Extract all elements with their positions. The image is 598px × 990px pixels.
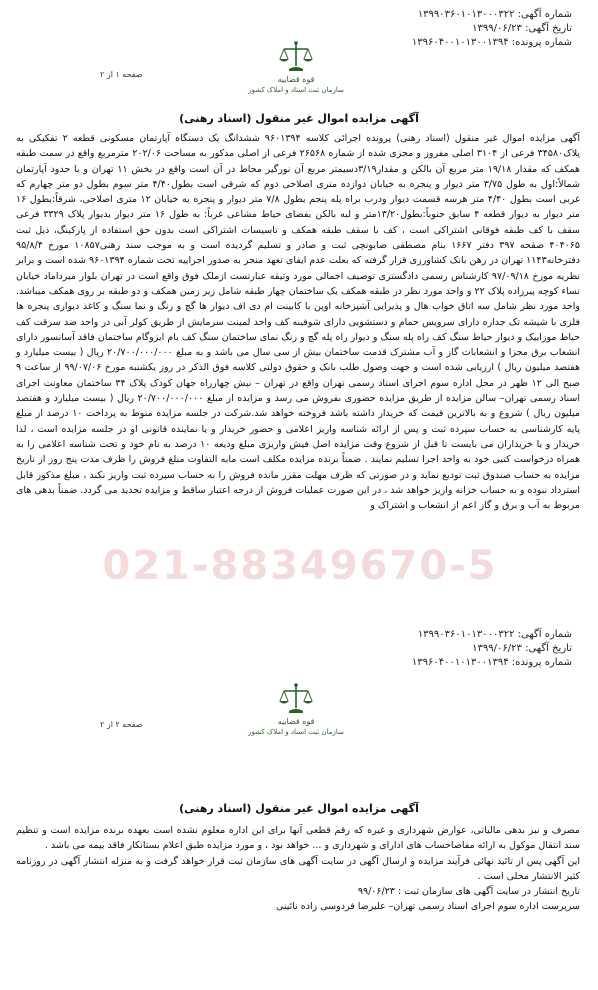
page-label: صفحه ۱ از ۲ xyxy=(100,70,143,79)
registry-org-name: سازمان ثبت اسناد و املاک کشور xyxy=(248,728,344,736)
judiciary-emblem xyxy=(248,682,344,738)
notice-number: شماره آگهی: ۱۳۹۹۰۳۶۰۱۰۱۳۰۰۰۳۲۲ xyxy=(417,9,572,20)
notice-title: آگهی مزایده اموال غیر منقول (اسناد رهنی) xyxy=(179,802,419,815)
notice-paragraph: آگهی مزایده اموال غیر منقول (اسناد رهنی) پرونده اجرائی کلاسه ۹۶۰۱۳۹۴ ششدانگ یک دستگاه آپارتمان مسکونی قطعه ۲ تفکیکی به پلاک۳۴۵۸۰ فرعی از ۳۱۰۴ اصلی مفروز و مجزی شده از شماره ۲۶۵۶۸ فرعی از اصلی مذکور به مساحت ۲۰۲/۰۶ مترمربع واقع در سمت طبقه همکف که مقدار ۱۹/۱۸ متر مربع آن بالکن و مقدار۳/۱۹دسیمتر مربع آن نورگیر محاط در آن است واقع در بخش ۱۱ تهران و با حدود آپارتمان شمالاً:اول به طول ۳/۷۵ متر دیوار و پنجره به خیابان دوازده متری اصلاحی دوم که شرقی است بطول۴/۴۰ متر سوم بطول دو متر چهارم که غربی است بطول ۴/۴۰ متر هرسه قسمت دیوار ودرب براه پله پنجم بطول ۷/۸ متر دیوار و پنجره به خیابان ۱۲ متری اصلاحی، شرقاً:بطول ۱۶ متر دیوار به دیوار قطعه ۴ سابق جنوباً:بطول۱۳/۲۰متر و لبه بالکن بفضای حیاط مشاعی غرباً: به طول ۱۶ متر دیوار بدیوار پلاک ۳۳۲۹ فرعی سقف با کف طبقه فوقانی اشتراکی است ، کف با سقف طبقه همکف و تاسیسات اشتراکی است بدون حق استفاده از پارکینگ، ذیل ثبت ۴۰۴۰۶۵ صفحه ۳۹۷ دفتر ۱۶۶۷ بنام مصطفی صابونچی ثبت و صادر و تسلیم گردیده است و به موجب سند رهنی۱۰۸۵۷ مورخ ۹۵/۸/۴ دفترخانه۱۱۴۳ تهران در رهن بانک کشاورزی قرار گرفته که بعلت عدم ایفای تعهد منجر به صدور اجراییه تحت شماره ۹۶۰۱۳۹۴ شده است و برابر نظریه مورخ ۹۷/۰۹/۱۸ کارشناس رسمی دادگستری توصیف اجمالی مورد وثیقه عبارتست ازملک فوق واقع است در تهران بلوار میرداماد خیابان نساء کوچه پیرزاده پلاک ۲۲ و واحد مورد نظر در طبقه همکف یک ساختمان چهار طبقه شامل زیر زمین همکف و دو طبقه بر روی همکف میباشد. واحد مورد نظر شامل سه اتاق خواب هال و پذیرایی آشپزخانه اوپن با کابینت ام دی اف دیوار ها گچ و رنگ و نما سنگ و کاغذ دیواری پنجره ها فلزی با شیشه تک جداره دارای سرویس حمام و دستشویی دارای شوفینه کف واحد لمینت سرمایش از طریق کولر آبی در واحد ضد سرقت کف حیاط موزاییک و دیوار حیاط سنگ کف راه پله سنگ و دیوار راه پله گچ و رنگ نمای ساختمان سنگ کف بام ایزوگام ساختمان فاقد آسانسور دارای انشعاب برق مجزا و انشعابات گاز و آب مشترک قدمت ساختمان بیش از سی سال می باشد و به مبلغ ۲۰/۷۰۰/۰۰۰/۰۰۰ ریال ( بیست میلیارد و هفتصد میلیون ریال ) ارزیابی شده است و جهت وصول طلب بانک و حقوق دولتی کلاسه فوق الذکر در روز یکشنبه مورخ ۹۹/۰۷/۰۶ از ساعت ۹ صبح الی ۱۲ ظهر در محل اداره سوم اجرای اسناد رسمی تهران واقع در تهران – نبش چهارراه جهان کودک پلاک ۳۴ ساختمان معاونت اجرای اسناد رسمی تهران– سالن مزایده از طریق مزایده حضوری بفروش می رسد و مزایده از مبلغ ۲۰/۷۰۰/۰۰۰/۰۰۰ ریال ( بیست میلیارد و هفتصد میلیون ریال ) شروع و به بالاترین قیمت که خریدار داشته باشد فروخته خواهد شد.شرکت در جلسه مزایده منوط به پرداخت ۱۰ درصد از مبلغ پایه کارشناسی به حساب سپرده ثبت و پس از ارائه شناسه واریز اعلامی و حضور خریدار و یا نماینده قانونی او در جلسه مزایده است ، لذا خریدار و یا خریداران می بایست تا قبل از شروع وقت مزایده اصل فیش واریزی مبلغ ودیعه ۱۰ درصد به نام خود و تحت شناسه اعلامی را به همراه درخواست کتبی خود به واحد اجرا تسلیم نمایند . ضمناً برنده مزایده مکلف است مابه التفاوت مبلغ فروش را ظرف مدت پنج روز از تاریخ مزایده به حساب صندوق ثبت تودیع نماید و در صورتی که ظرف مهلت مقرر مانده فروش را به حساب سپرده ثبت واریز نکند ، مبلغ مذکور قابل استرداد نبوده و به حساب خزانه واریز خواهد شد ، در این صورت عملیات فروش از درجه اعتبار ساقط و مزایده تجدید می گردد. ضمناً بدهی های مربوط به آب و برق و گاز اعم از انشعاب و اشتراک و xyxy=(16,133,581,512)
notice-date: تاریخ آگهی: ۱۳۹۹/۰۶/۲۳ xyxy=(472,23,572,34)
notice-body xyxy=(16,823,580,915)
registry-org-name: سازمان ثبت اسناد و املاک کشور xyxy=(248,86,344,94)
notice-meta xyxy=(412,8,572,50)
notice-title: آگهی مزایده اموال غیر منقول (اسناد رهنی) xyxy=(179,112,419,125)
scales-emblem-icon xyxy=(278,682,314,716)
notice-body xyxy=(16,131,580,513)
judiciary-name: قوه قضاییه xyxy=(277,717,315,726)
notice-paragraph: این آگهی پس از تائید نهائی فرآیند مزایده و ارسال آگهی در سایت آگهی های سازمان ثبت قرار خواهد گرفت و به منزله انتشار آگهی در روزنامه کثیر الانتشار محلی است . xyxy=(16,855,580,882)
phone-watermark: 021-88349670-5 xyxy=(102,543,498,589)
judiciary-emblem xyxy=(248,40,344,96)
notice-sheet-2 xyxy=(0,620,598,990)
notice-meta xyxy=(412,628,572,670)
case-number: شماره پرونده: ۱۳۹۶۰۴۰۰۱۰۱۳۰۰۱۳۹۴ xyxy=(411,657,572,668)
signature-line: سرپرست اداره سوم اجرای اسناد رسمی تهران– علیرضا فردوسی زاده نائینی xyxy=(275,901,580,913)
notice-number: شماره آگهی: ۱۳۹۹۰۳۶۰۱۰۱۳۰۰۰۳۲۲ xyxy=(417,629,572,640)
notice-date: تاریخ آگهی: ۱۳۹۹/۰۶/۲۳ xyxy=(472,643,572,654)
scales-emblem-icon xyxy=(278,40,314,74)
page-label: صفحه ۲ از ۲ xyxy=(100,720,143,729)
publish-date-line: تاریخ انتشار در سایت آگهی های سازمان ثبت : ۹۹/۰۶/۲۳ xyxy=(357,886,580,898)
case-number: شماره پرونده: ۱۳۹۶۰۴۰۰۱۰۱۳۰۰۱۳۹۴ xyxy=(411,37,572,48)
notice-paragraph: مصرف و نیز بدهی مالیاتی، عوارض شهرداری و غیره که رقم قطعی آنها برای این اداره معلوم نشده است بعهده برنده مزایده است و تنظیم سند انتقال موکول به ارائه مفاصاحساب های ادارای و شهرداری و ... خواهد بود ، و مورد مزایده طبق اعلام بستانکار فاقد بیمه می باشد . xyxy=(16,825,580,852)
judiciary-name: قوه قضاییه xyxy=(277,75,315,84)
